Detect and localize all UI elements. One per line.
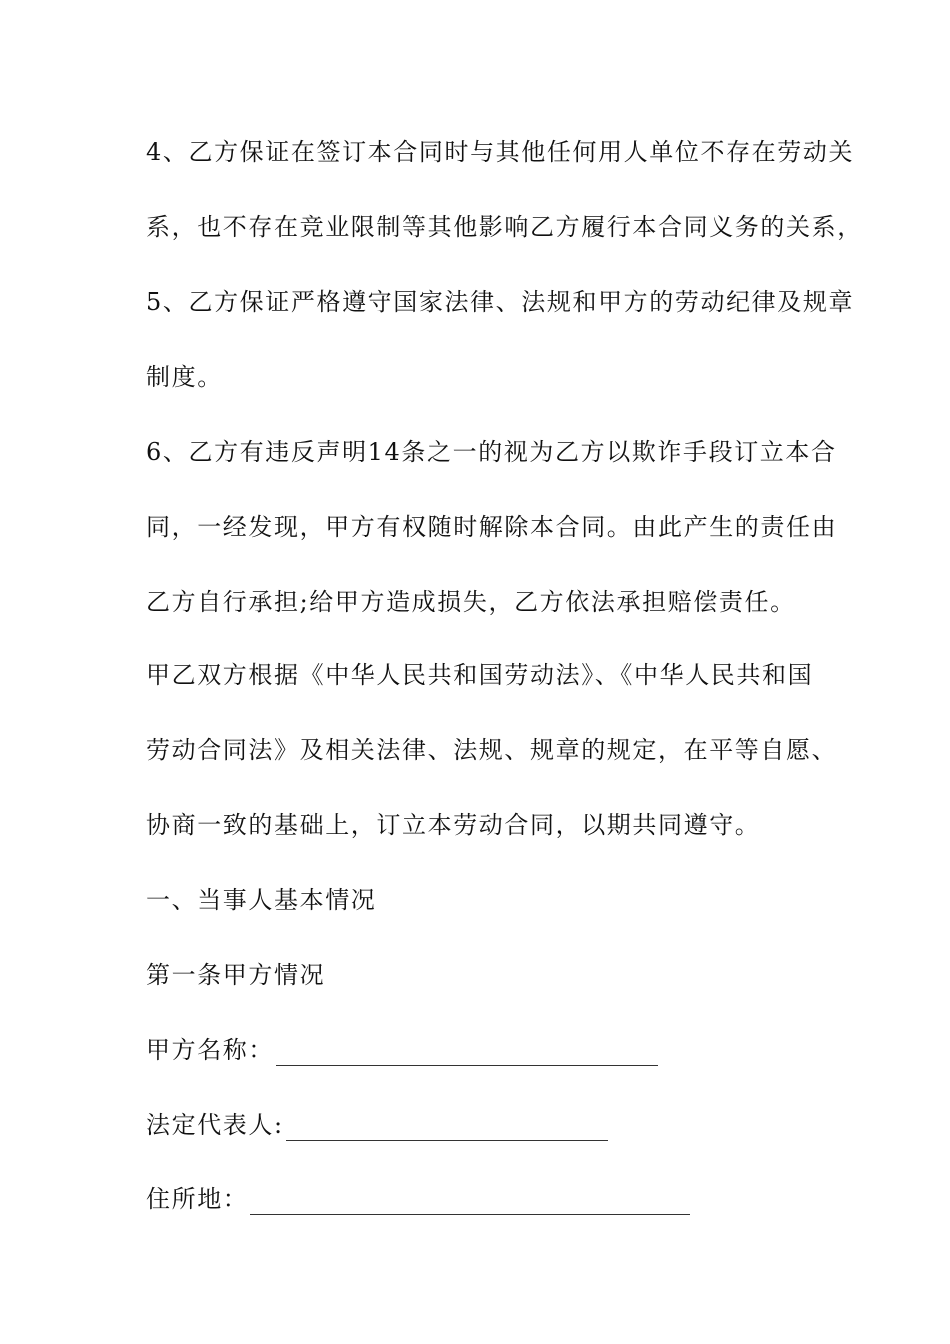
section-heading: 一、当事人基本情况 bbox=[146, 886, 377, 914]
clause-4-line-2: 系，也不存在竞业限制等其他影响乙方履行本合同义务的关系， bbox=[146, 213, 863, 241]
clause-6-line-1: 6、乙方有违反声明14条之一的视为乙方以欺诈手段订立本合 bbox=[146, 438, 837, 466]
clause-6-line-2: 同，一经发现，甲方有权随时解除本合同。由此产生的责任由 bbox=[146, 513, 838, 541]
clause-6-line-3: 乙方自行承担;给甲方造成损失，乙方依法承担赔偿责任。 bbox=[146, 588, 796, 616]
address-blank bbox=[250, 1190, 690, 1215]
preamble-line-2: 劳动合同法》及相关法律、法规、规章的规定，在平等自愿、 bbox=[146, 736, 838, 764]
party-a-name-label: 甲方名称： bbox=[146, 1036, 274, 1064]
party-a-name-field bbox=[146, 1034, 658, 1066]
clause-5-line-2: 制度。 bbox=[146, 363, 223, 391]
clause-5-line-1: 5、乙方保证严格遵守国家法律、法规和甲方的劳动纪律及规章 bbox=[146, 288, 855, 316]
legal-representative-label: 法定代表人: bbox=[146, 1111, 284, 1139]
legal-representative-blank bbox=[286, 1116, 608, 1141]
address-field bbox=[146, 1183, 690, 1215]
preamble-line-1: 甲乙双方根据《中华人民共和国劳动法》、《中华人民共和国 bbox=[146, 661, 814, 689]
party-a-name-blank bbox=[276, 1041, 658, 1066]
preamble-line-3: 协商一致的基础上，订立本劳动合同，以期共同遵守。 bbox=[146, 811, 761, 839]
address-label: 住所地： bbox=[146, 1185, 249, 1213]
article-heading: 第一条甲方情况 bbox=[146, 961, 326, 989]
clause-4-line-1: 4、乙方保证在签订本合同时与其他任何用人单位不存在劳动关 bbox=[146, 138, 855, 166]
legal-representative-field bbox=[146, 1109, 608, 1141]
